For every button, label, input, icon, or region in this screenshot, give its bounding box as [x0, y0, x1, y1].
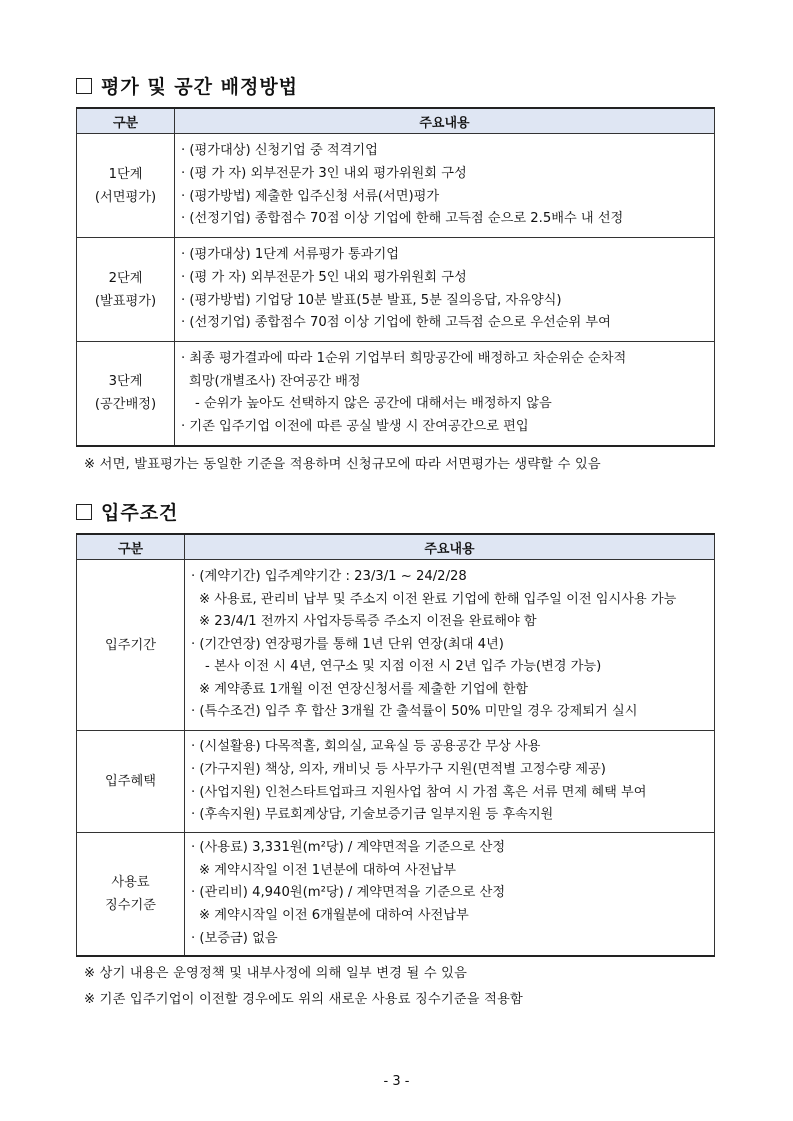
content-line: · (평가대상) 1단계 서류평가 통과기업	[181, 247, 399, 263]
content-line: · 최종 평가결과에 따라 1순위 기업부터 희망공간에 배정하고 차순위순 순차적	[181, 351, 627, 367]
content-line: · (평 가 자) 외부전문가 5인 내외 평가위원회 구성	[181, 269, 467, 285]
row-content	[185, 833, 715, 956]
row-category	[77, 238, 175, 342]
conditions-table	[76, 533, 715, 957]
table-row	[77, 833, 715, 956]
content-line: · (기간연장) 연장평가를 통해 1년 단위 연장(최대 4년)	[191, 636, 504, 652]
row-content	[185, 560, 715, 731]
category-line: 2단계	[108, 270, 143, 286]
page-number: - 3 -	[383, 1074, 410, 1089]
footnote: ※ 서면, 발표평가는 동일한 기준을 적용하며 신청규모에 따라 서면평가는 생략할 수 있음	[84, 457, 601, 472]
category-line: (발표평가)	[94, 293, 157, 309]
content-line: ※ 계약시작일 이전 6개월분에 대하여 사전납부	[199, 908, 469, 924]
table-row	[77, 238, 715, 342]
content-line: - 순위가 높아도 선택하지 않은 공간에 대해서는 배정하지 않음	[195, 396, 552, 412]
row-category	[77, 731, 185, 833]
table-header-row	[77, 534, 715, 560]
category-line: 사용료	[111, 874, 150, 890]
row-content	[185, 731, 715, 833]
category-line: (공간배정)	[94, 397, 157, 413]
table-row	[77, 560, 715, 731]
content-line: - 본사 이전 시 4년, 연구소 및 지점 이전 시 2년 입주 가능(변경 가능)	[205, 659, 602, 675]
content-line: ※ 계약종료 1개월 이전 연장신청서를 제출한 기업에 한함	[199, 681, 529, 697]
content-line: · (평가방법) 기업당 10분 발표(5분 발표, 5분 질의응답, 자유양식)	[181, 292, 562, 308]
content-line: · (선정기업) 종합점수 70점 이상 기업에 한해 고득점 순으로 우선순위 부여	[181, 315, 611, 331]
header-content: 주요내용	[175, 108, 715, 134]
table-row	[77, 731, 715, 833]
section-title-text: 입주조건	[101, 502, 179, 524]
section-title-conditions	[76, 498, 178, 525]
header-category: 구분	[77, 108, 175, 134]
table-row	[77, 134, 715, 238]
row-category	[77, 342, 175, 446]
header-category: 구분	[77, 534, 185, 560]
content-line: · (특수조건) 입주 후 합산 3개월 간 출석률이 50% 미만일 경우 강제퇴거 실시	[191, 704, 638, 720]
content-line: · (가구지원) 책상, 의자, 캐비닛 등 사무가구 지원(면적별 고정수량 제공)	[191, 761, 606, 777]
table-row	[77, 342, 715, 446]
content-line: · (시설활용) 다목적홀, 회의실, 교육실 등 공용공간 무상 사용	[191, 739, 541, 755]
section-title-text: 평가 및 공간 배정방법	[101, 76, 299, 98]
row-content	[175, 238, 715, 342]
content-line: · (선정기업) 종합점수 70점 이상 기업에 한해 고득점 순으로 2.5배수 내 선정	[181, 211, 624, 227]
header-content: 주요내용	[185, 534, 715, 560]
content-line: · (계약기간) 입주계약기간 : 23/3/1 ~ 24/2/28	[191, 568, 467, 584]
content-line: · (사용료) 3,331원(m²당) / 계약면적을 기준으로 산정	[191, 840, 506, 856]
category-line: 1단계	[108, 166, 143, 182]
category-line: (서면평가)	[94, 189, 157, 205]
checkbox-square-icon	[76, 504, 92, 520]
content-line: ※ 23/4/1 전까지 사업자등록증 주소지 이전을 완료해야 함	[199, 614, 537, 630]
table-header-row	[77, 108, 715, 134]
category-line: 입주기간	[105, 637, 156, 653]
content-line: · (사업지원) 인천스타트업파크 지원사업 참여 시 가점 혹은 서류 면제 혜택 부여	[191, 784, 647, 800]
category-line: 징수기준	[105, 897, 156, 913]
content-line: · (평 가 자) 외부전문가 3인 내외 평가위원회 구성	[181, 165, 467, 181]
checkbox-square-icon	[76, 78, 92, 94]
evaluation-table	[76, 107, 715, 447]
content-line: · 기존 입주기업 이전에 따른 공실 발생 시 잔여공간으로 편입	[181, 418, 529, 434]
content-line: ※ 계약시작일 이전 1년분에 대하여 사전납부	[199, 862, 456, 878]
content-line: · (평가방법) 제출한 입주신청 서류(서면)평가	[181, 188, 440, 204]
content-line: ※ 사용료, 관리비 납부 및 주소지 이전 완료 기업에 한해 입주일 이전 임시사용 가능	[199, 591, 677, 607]
content-line: 희망(개별조사) 잔여공간 배정	[189, 373, 361, 389]
row-content	[175, 134, 715, 238]
row-category	[77, 560, 185, 731]
row-content	[175, 342, 715, 446]
footnote: ※ 기존 입주기업이 이전할 경우에도 위의 새로운 사용료 징수기준을 적용함	[84, 992, 523, 1007]
content-line: · (관리비) 4,940원(m²당) / 계약면적을 기준으로 산정	[191, 885, 506, 901]
category-line: 입주혜택	[105, 774, 156, 789]
content-line: · (보증금) 없음	[191, 930, 278, 946]
row-category	[77, 134, 175, 238]
content-line: · (후속지원) 무료회계상담, 기술보증기금 일부지원 등 후속지원	[191, 807, 554, 823]
content-line: · (평가대상) 신청기업 중 적격기업	[181, 143, 378, 159]
row-category	[77, 833, 185, 956]
section-title-evaluation	[76, 72, 298, 99]
footnote: ※ 상기 내용은 운영정책 및 내부사정에 의해 일부 변경 될 수 있음	[84, 966, 468, 981]
category-line: 3단계	[108, 374, 143, 390]
